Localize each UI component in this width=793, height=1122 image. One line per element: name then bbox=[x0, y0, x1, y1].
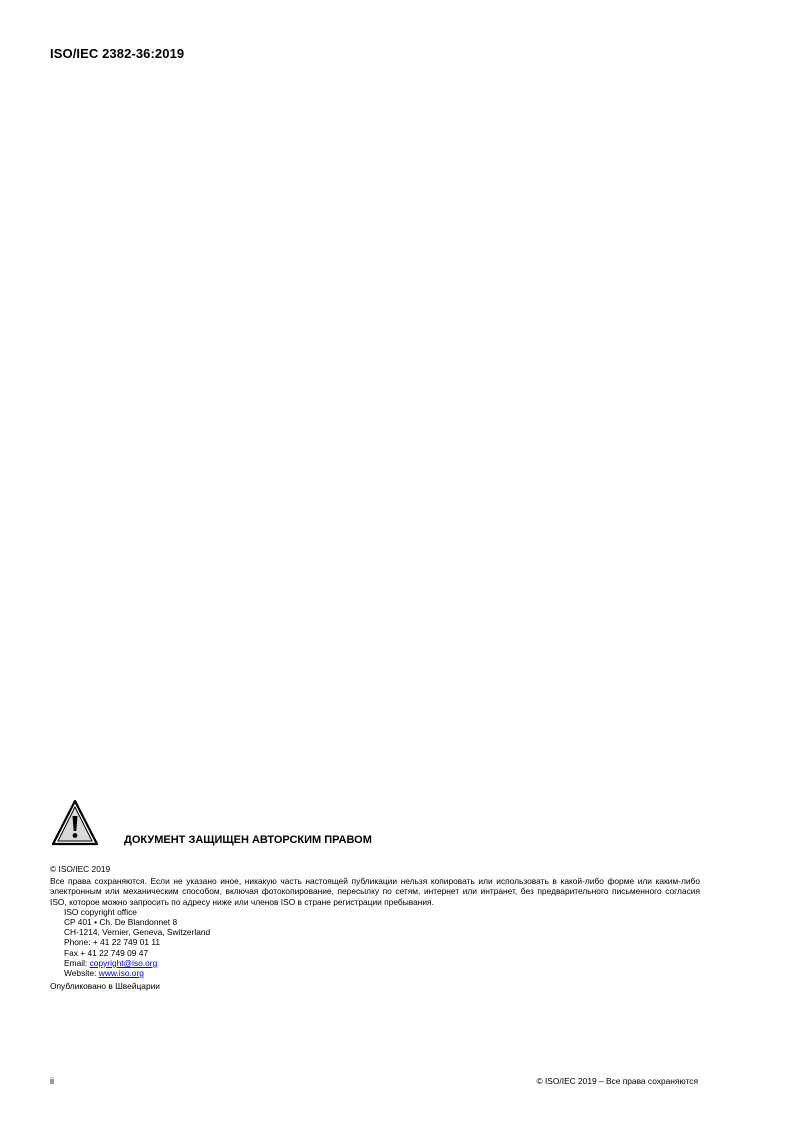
email-label: Email: bbox=[64, 957, 90, 968]
footer-rights: © ISO/IEC 2019 – Все права сохраняются bbox=[536, 1076, 698, 1086]
street-address: CP 401 • Ch. De Blandonnet 8 bbox=[64, 917, 178, 928]
fax-number: Fax + 41 22 749 09 47 bbox=[64, 947, 149, 958]
page-number: ii bbox=[50, 1076, 54, 1086]
copyright-notice bbox=[50, 798, 700, 991]
phone-number: Phone: + 41 22 749 01 11 bbox=[64, 937, 161, 948]
published-in: Опубликовано в Швейцарии bbox=[50, 981, 160, 992]
website-line bbox=[64, 968, 700, 978]
address-block bbox=[50, 907, 700, 978]
warning-row bbox=[50, 798, 700, 850]
copyright-line: © ISO/IEC 2019 bbox=[50, 864, 111, 874]
rights-text: Все права сохраняются. Если не указано иное, никакую часть настоящей публикации нельзя копировать или использовать в какой-либо форме или каким-либо электронным или механическим способом, включая фотокопирование, пересылку по сетям, интернет или интранет, без предварительного письменного согласия ISO, которое можно запросить по адресу ниже или членов ISO в стране регистрации пребывания. bbox=[50, 876, 700, 907]
website-link[interactable]: www.iso.org bbox=[98, 968, 144, 979]
website-label: Website: bbox=[64, 968, 99, 979]
document-id: ISO/IEC 2382-36:2019 bbox=[50, 46, 185, 61]
email-line bbox=[64, 958, 700, 968]
email-link[interactable]: copyright@iso.org bbox=[89, 957, 158, 968]
warning-triangle-icon bbox=[50, 798, 100, 848]
copyright-warning-title: ДОКУМЕНТ ЗАЩИЩЕН АВТОРСКИМ ПРАВОМ bbox=[124, 834, 372, 846]
city-address: CH-1214, Vernier, Geneva, Switzerland bbox=[64, 927, 211, 938]
office-name: ISO copyright office bbox=[64, 906, 137, 917]
